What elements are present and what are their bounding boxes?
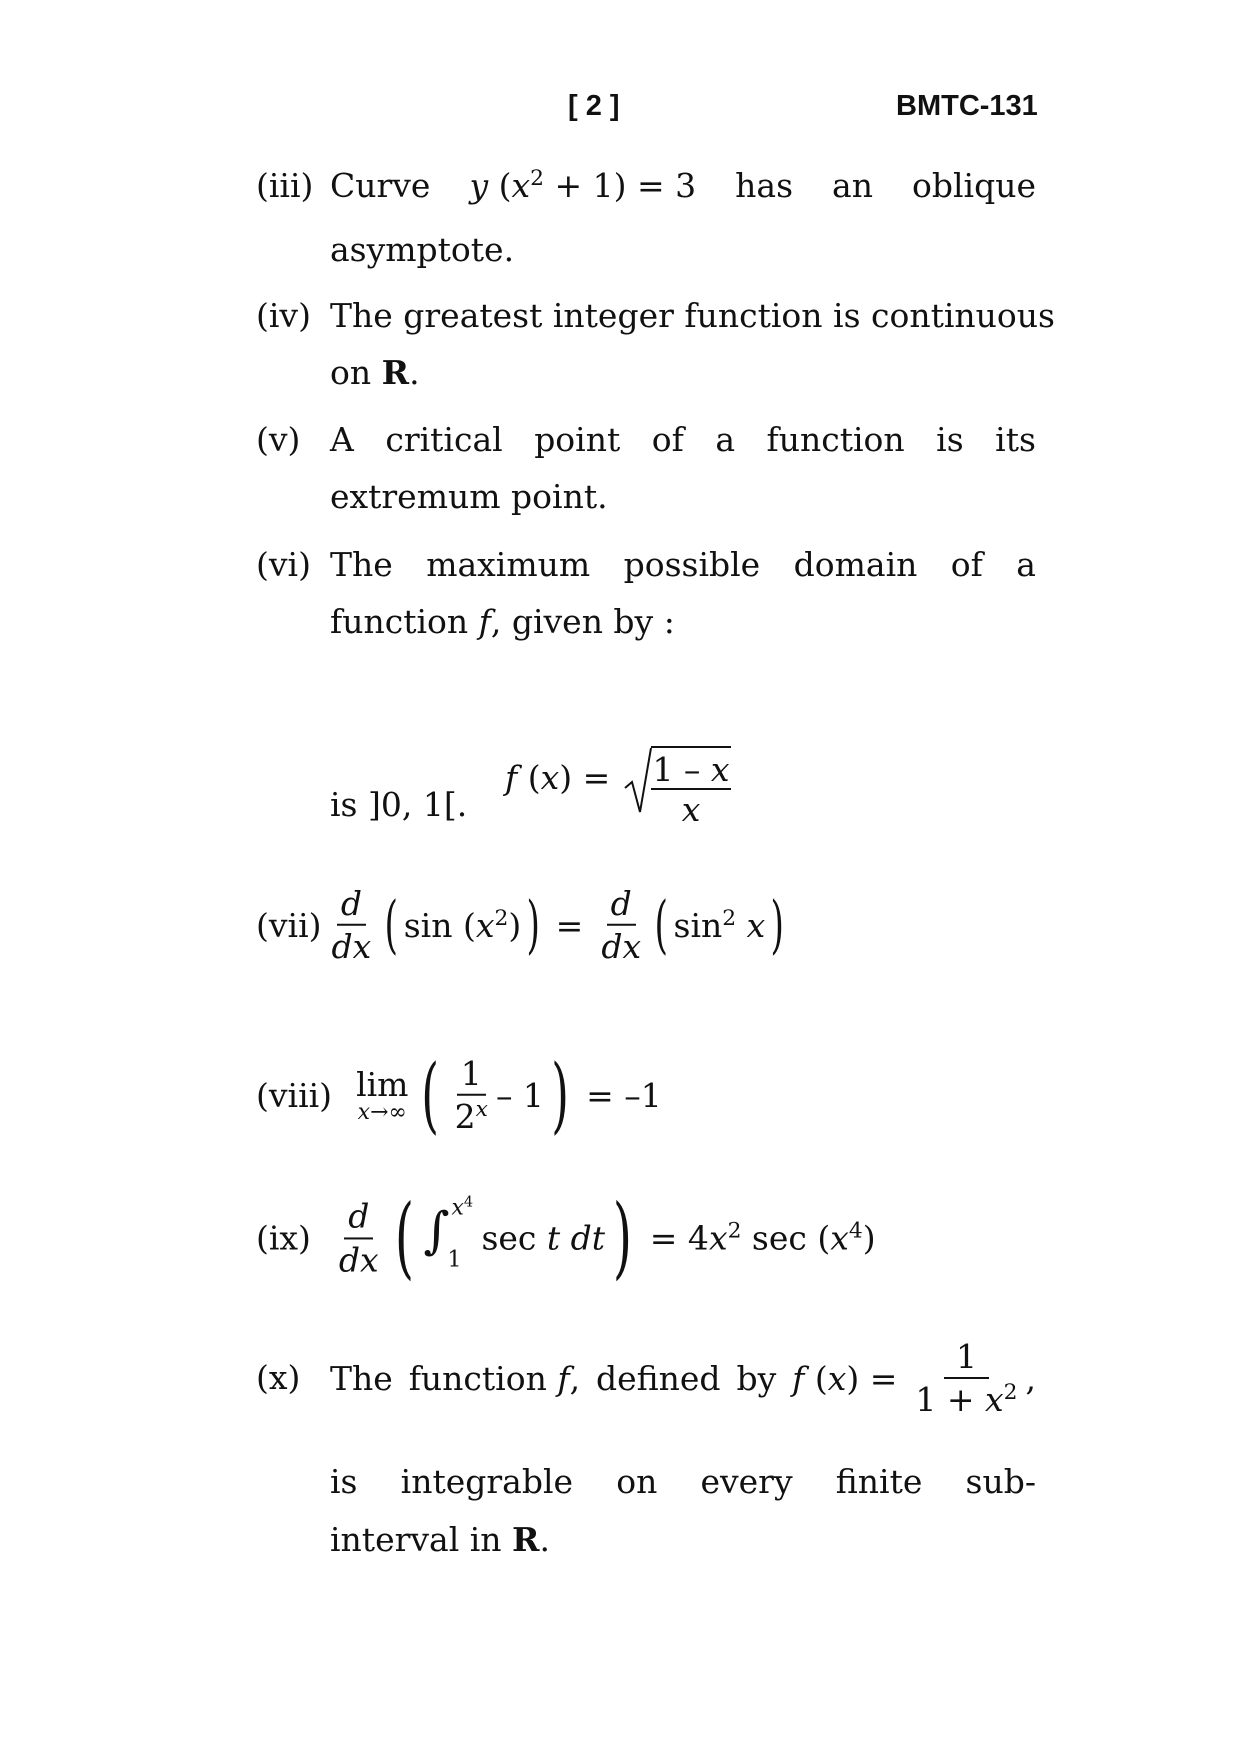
item-text-continued: function f, given by : <box>330 602 675 641</box>
item-text-tail: is ]0, 1[. <box>330 785 468 824</box>
item-number: (ix) <box>256 1218 311 1258</box>
item-text-last: interval in R. <box>330 1520 550 1559</box>
equation: y $(x^2 + 1) = 3$ <box>469 166 697 205</box>
item-vii: (vii) $\frac{d}{dx}$ ( $\sin (x^2)$ ) = $\frac{d}{dx}$ ( $\sin^2 x$ ) <box>256 883 785 966</box>
course-code: BMTC-131 <box>896 90 1038 122</box>
item-number: (iv) <box>256 296 311 335</box>
item-number: (viii) <box>256 1075 333 1115</box>
item-text-continued: asymptote. <box>330 230 515 269</box>
page-number: [ 2 ] <box>568 90 620 122</box>
item-text: A critical point of a function is its <box>330 420 1036 459</box>
item-number: (v) <box>256 420 301 459</box>
item-text: The function f, defined by f ( x ) = $\frac{1}{1 + x^2}$ , <box>330 1336 1036 1419</box>
item-viii: (viii) lim x→∞ ( $\frac{1}{2^x}$ – 1 ) = –1 <box>256 1046 662 1143</box>
item-number: (x) <box>256 1358 301 1397</box>
item-number: (iii) <box>256 166 314 205</box>
item-text: Curve y $(x^2 + 1) = 3$ has an oblique <box>330 166 1036 205</box>
item-number: (vii) <box>256 905 322 945</box>
item-text-continued: is integrable on every finite sub- <box>330 1462 1036 1501</box>
item-text-continued: on R. <box>330 353 420 392</box>
item-text: The greatest integer function is continuous <box>330 296 1055 335</box>
item-text-continued: extremum point. <box>330 477 608 516</box>
item-text: The maximum possible domain of a <box>330 545 1036 584</box>
item-number: (vi) <box>256 545 311 584</box>
radical-icon <box>623 746 653 816</box>
item-ix: (ix) $\frac{d}{dx}$ ( ∫ $x^4$ 1 sec t dt ) = $4x^2$ $\sec (x^4)$ <box>256 1185 876 1290</box>
